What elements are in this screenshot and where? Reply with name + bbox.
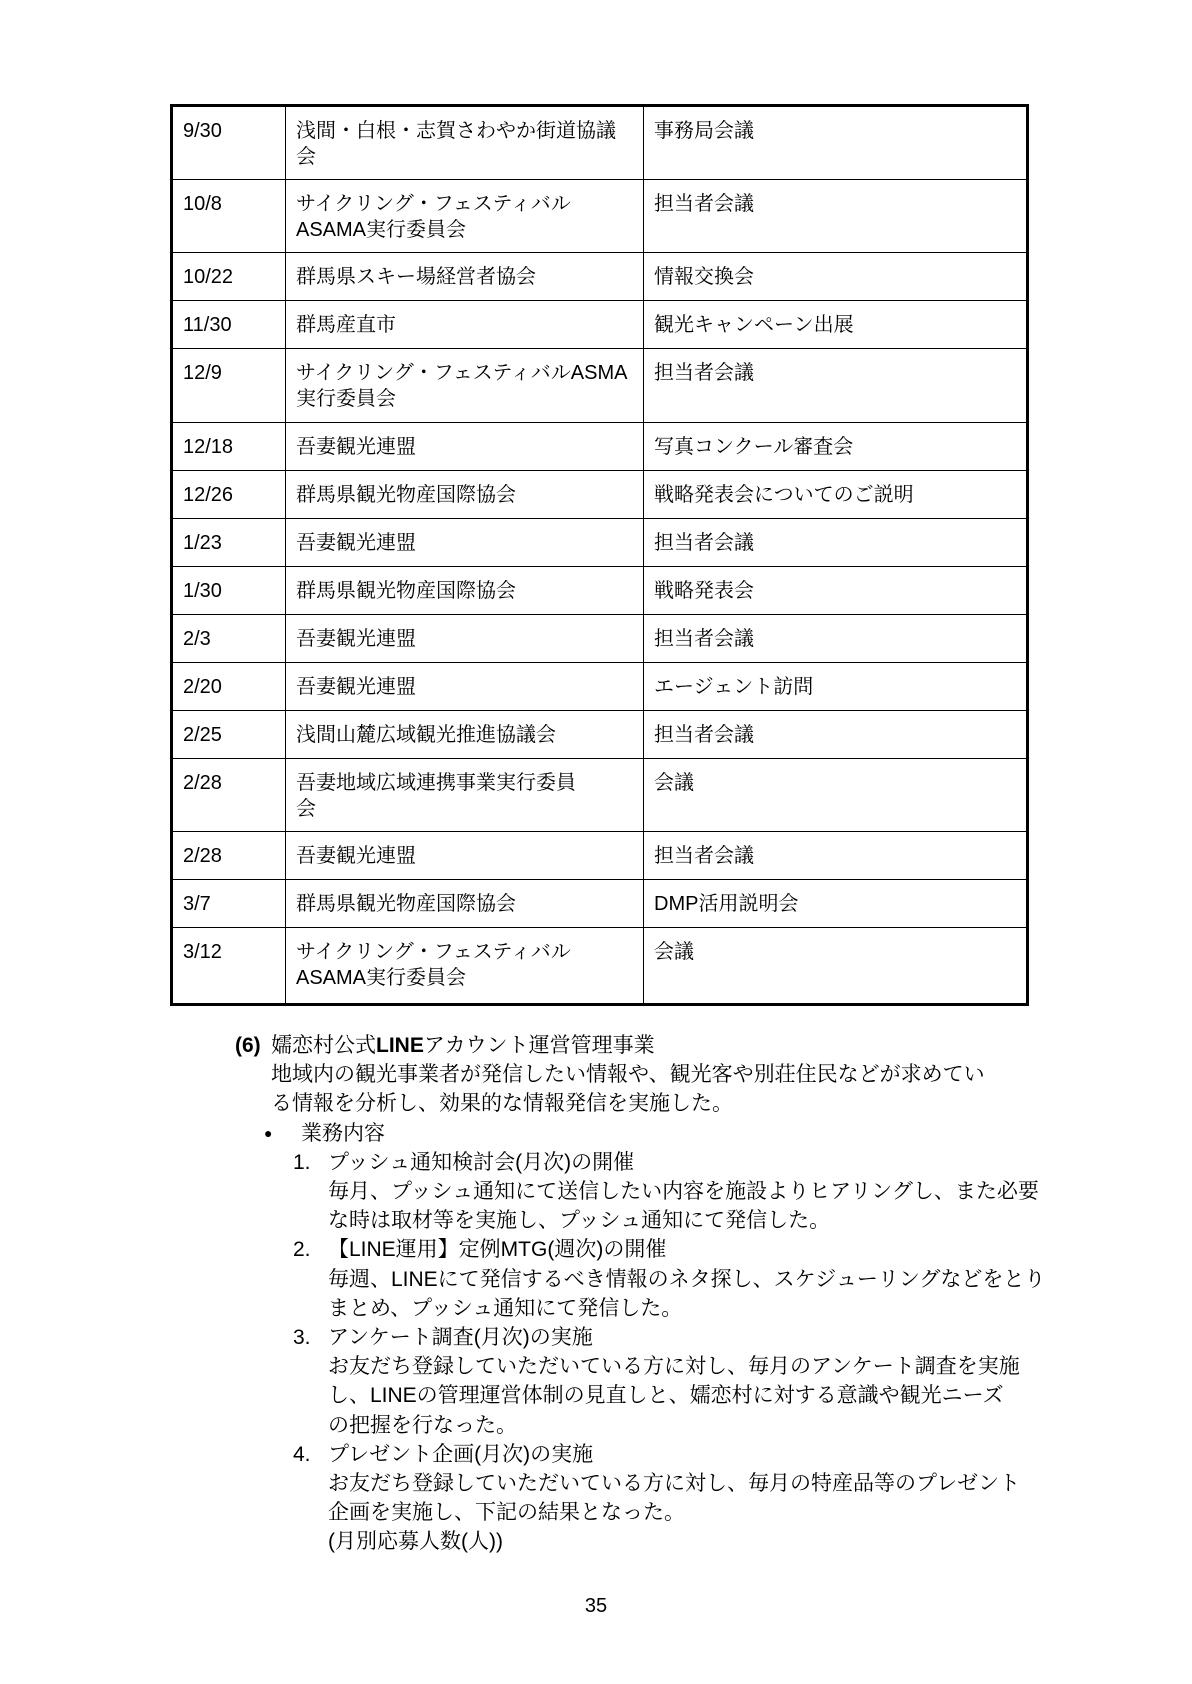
date-cell: 10/22 xyxy=(172,253,286,301)
table-row xyxy=(172,422,1028,470)
activity-cell: 担当者会議 xyxy=(644,518,1028,566)
activity-cell: 担当者会議 xyxy=(644,179,1028,253)
activity-cell: 観光キャンペーン出展 xyxy=(644,301,1028,349)
table-row xyxy=(172,253,1028,301)
organization-cell: 群馬県スキー場経営者協会 xyxy=(286,253,644,301)
organization-cell: サイクリング・フェスティバル ASAMA実行委員会 xyxy=(286,179,644,253)
section-title xyxy=(271,1034,655,1057)
date-cell: 10/8 xyxy=(172,179,286,253)
organization-cell: 群馬県観光物産国際協会 xyxy=(286,880,644,928)
activity-cell: 会議 xyxy=(644,758,1028,832)
activity-cell: 会議 xyxy=(644,928,1028,1005)
table-row xyxy=(172,832,1028,880)
date-cell: 2/25 xyxy=(172,710,286,758)
organization-cell: 吾妻観光連盟 xyxy=(286,614,644,662)
activity-cell: 担当者会議 xyxy=(644,832,1028,880)
item-title: プッシュ通知検討会(月次)の開催 xyxy=(328,1150,635,1174)
table-row xyxy=(172,614,1028,662)
date-cell: 2/20 xyxy=(172,662,286,710)
activity-cell: 戦略発表会 xyxy=(644,566,1028,614)
organization-cell: 吾妻観光連盟 xyxy=(286,422,644,470)
activity-cell: 担当者会議 xyxy=(644,710,1028,758)
table-row xyxy=(172,106,1028,180)
table-row xyxy=(172,518,1028,566)
item-body: 毎月、プッシュ通知にて送信したい内容を施設よりヒアリングし、また必要 な時は取材等を実施し、プッシュ通知にて発信した。 xyxy=(328,1180,1039,1233)
organization-cell: 吾妻地域広域連携事業実行委員 会 xyxy=(286,758,644,832)
item-number: 2. xyxy=(293,1238,311,1262)
activity-cell: 担当者会議 xyxy=(644,349,1028,423)
page-number: 35 xyxy=(584,1595,608,1617)
activity-cell: 事務局会議 xyxy=(644,106,1028,180)
meeting-log-table xyxy=(170,104,1029,1006)
table-row xyxy=(172,880,1028,928)
line-account-section xyxy=(0,1031,1192,1557)
organization-cell: 浅間・白根・志賀さわやか街道協議 会 xyxy=(286,106,644,180)
date-cell: 12/26 xyxy=(172,470,286,518)
activity-cell: 戦略発表会についてのご説明 xyxy=(644,470,1028,518)
date-cell: 12/9 xyxy=(172,349,286,423)
activity-cell: DMP活用説明会 xyxy=(644,880,1028,928)
activity-cell: 情報交換会 xyxy=(644,253,1028,301)
table-row xyxy=(172,758,1028,832)
activity-cell: 写真コンクール審査会 xyxy=(644,422,1028,470)
organization-cell: サイクリング・フェスティバル ASAMA実行委員会 xyxy=(286,928,644,1005)
item-note: (月別応募人数(人)) xyxy=(328,1530,503,1554)
numbered-item xyxy=(0,1235,1192,1323)
date-cell: 1/30 xyxy=(172,566,286,614)
item-title: アンケート調査(月次)の実施 xyxy=(328,1326,593,1350)
table-row xyxy=(172,662,1028,710)
date-cell: 12/18 xyxy=(172,422,286,470)
organization-cell: 吾妻観光連盟 xyxy=(286,662,644,710)
table-row xyxy=(172,470,1028,518)
item-title: 【LINE運用】定例MTG(週次)の開催 xyxy=(328,1238,667,1262)
organization-cell: 吾妻観光連盟 xyxy=(286,518,644,566)
section-intro: 地域内の観光事業者が発信したい情報や、観光客や別荘住民などが求めてい る情報を分析し、効果的な情報発信を実施した。 xyxy=(271,1063,985,1116)
date-cell: 2/28 xyxy=(172,758,286,832)
numbered-item xyxy=(0,1440,1192,1557)
organization-cell: 群馬産直市 xyxy=(286,301,644,349)
item-body: 毎週、LINEにて発信するべき情報のネタ探し、スケジューリングなどをとり まとめ、プッシュ通知にて発信した。 xyxy=(328,1267,1046,1320)
numbered-item xyxy=(0,1148,1192,1236)
date-cell: 3/7 xyxy=(172,880,286,928)
table-row xyxy=(172,928,1028,1005)
table-row xyxy=(172,179,1028,253)
section-number: (6) xyxy=(235,1034,261,1057)
organization-cell: サイクリング・フェスティバルASMA 実行委員会 xyxy=(286,349,644,423)
date-cell: 11/30 xyxy=(172,301,286,349)
organization-cell: 吾妻観光連盟 xyxy=(286,832,644,880)
table-row xyxy=(172,349,1028,423)
organization-cell: 群馬県観光物産国際協会 xyxy=(286,470,644,518)
item-number: 3. xyxy=(293,1326,311,1350)
date-cell: 9/30 xyxy=(172,106,286,180)
organization-cell: 群馬県観光物産国際協会 xyxy=(286,566,644,614)
item-number: 4. xyxy=(293,1442,311,1466)
table-row xyxy=(172,301,1028,349)
date-cell: 2/28 xyxy=(172,832,286,880)
section-title-line: LINE xyxy=(376,1034,424,1057)
organization-cell: 浅間山麓広域観光推進協議会 xyxy=(286,710,644,758)
section-title-part: 嬬恋村公式 xyxy=(271,1034,376,1057)
date-cell: 2/3 xyxy=(172,614,286,662)
date-cell: 1/23 xyxy=(172,518,286,566)
bullet-item xyxy=(0,1119,1192,1148)
item-body: お友だち登録していただいている方に対し、毎月のアンケート調査を実施 し、LINEの管理運営体制の見直しと、嬬恋村に対する意識や観光ニーズ の把握を行なった。 xyxy=(328,1355,1020,1437)
item-number: 1. xyxy=(293,1150,311,1174)
activity-cell: エージェント訪問 xyxy=(644,662,1028,710)
item-title: プレゼント企画(月次)の実施 xyxy=(328,1442,594,1466)
bullet-icon: ● xyxy=(264,1124,273,1141)
bullet-label: 業務内容 xyxy=(301,1121,385,1145)
numbered-item xyxy=(0,1323,1192,1440)
activity-cell: 担当者会議 xyxy=(644,614,1028,662)
table-row xyxy=(172,710,1028,758)
date-cell: 3/12 xyxy=(172,928,286,1005)
section-title-part: アカウント運営管理事業 xyxy=(423,1034,655,1057)
item-body: お友だち登録していただいている方に対し、毎月の特産品等のプレゼント 企画を実施し、下記の結果となった。 xyxy=(328,1472,1021,1525)
section-heading xyxy=(0,1031,1192,1060)
table-row xyxy=(172,566,1028,614)
